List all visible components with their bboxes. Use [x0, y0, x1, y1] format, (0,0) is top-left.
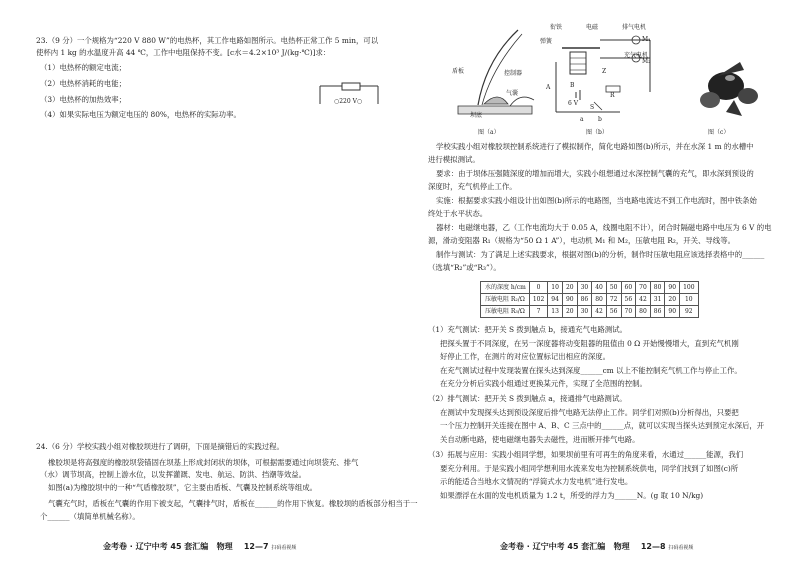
right-page — [400, 0, 800, 566]
table-cell: 30 — [577, 306, 592, 318]
table-row — [481, 306, 699, 318]
left-footer-page: 12—7 — [243, 542, 269, 551]
table-cell: 80 — [636, 306, 651, 318]
table-cell: 86 — [650, 306, 665, 318]
fig-b-label-b: B — [570, 82, 575, 89]
fig-b-label-armature: 衔铁 — [550, 24, 563, 31]
fig-b-label-inflate-motor: 充气电机 — [624, 52, 649, 59]
right-footer-subject: 物理 — [613, 542, 630, 551]
fig-b-label-exhaust-motor: 排气电机 — [622, 24, 647, 31]
table-cell: 90 — [665, 282, 680, 294]
left-footer — [103, 541, 296, 552]
q24-para-2: （水）调节坝高，控制上游水位，以发挥灌溉、发电、航运、防洪、挡潮等效益。 — [40, 470, 307, 479]
right-footer-brand: 金考卷 · 辽宁中考 45 套汇编 — [500, 542, 606, 551]
fig-a-label-airbag: 气囊 — [506, 90, 519, 97]
fig-b-label-m1: M₁ — [642, 36, 651, 43]
fig-b-label-m2: M₂ — [642, 58, 651, 65]
fig-b-caption: 图（b） — [586, 129, 608, 136]
q24-para-3: 如图(a)为橡胶坝中的一种“气盾橡胶坝”，它主要由盾板、气囊及控制系统等组成。 — [48, 483, 318, 492]
q23-item-1: （1）电热杯的额定电流； — [40, 63, 127, 72]
table-row — [481, 294, 699, 306]
table-cell: 100 — [680, 282, 698, 294]
fig-b-label-a: A — [546, 84, 551, 91]
table-cell: 0 — [529, 282, 547, 294]
table-cell: 水的深度 h/cm — [481, 282, 530, 294]
fig-b-label-s: S — [590, 104, 595, 111]
table-cell: 90 — [665, 306, 680, 318]
table-cell: 94 — [548, 294, 563, 306]
table-cell: 20 — [665, 294, 680, 306]
table-cell: 60 — [621, 282, 636, 294]
q24-para-1: 橡胶坝是将高强度的橡胶坝袋锚固在坝基上形成封闭状的坝体，可根据需要通过向坝袋充、排气 — [48, 458, 359, 467]
intro-line-6: 终处于水平状态。 — [428, 209, 488, 218]
table-cell: 10 — [680, 294, 698, 306]
right-footer-page: 12—8 — [640, 542, 666, 551]
table-cell: 90 — [562, 294, 577, 306]
fig-b-label-sa: a — [580, 116, 584, 123]
intro-line-3: 要求：由于坝体压强随深度的增加而增大，实践小组想通过水深控制气囊的充气，即水深到预设的 — [436, 169, 754, 178]
intro-line-10: （选填“R₂”或“R₃”）。 — [428, 263, 501, 272]
q23-item-2: （2）电热杯消耗的电能； — [40, 79, 127, 88]
q1-line-5: 在充分分析后实践小组通过更换某元件，实现了全范围的控制。 — [440, 379, 647, 388]
table-cell: 30 — [577, 282, 592, 294]
table-cell: 50 — [606, 282, 621, 294]
q23-line1: 23.（9 分）一个规格为“220 V 880 W”的电热杯，其工作电路如图所示。电热杯正常工作 5 min，可以 — [36, 36, 379, 45]
intro-line-2: 进行模拟测试。 — [428, 155, 480, 164]
fig-c-caption: 图（c） — [708, 129, 730, 136]
fig-a-label-plate: 盾板 — [452, 68, 465, 75]
table-cell: 压敏电阻 R₃/Ω — [481, 306, 530, 318]
left-footer-subject: 物理 — [216, 542, 233, 551]
q3-line-1: （3）拓展与应用：实践小组同学想，如果坝前里有可再生的角度来看，水通过______能源，我们 — [428, 450, 744, 459]
resistance-table — [480, 281, 699, 318]
q1-line-4: 在充气测试过程中发现装置在探头达到深度______cm 以上不能控制充气机工作与停止工作。 — [440, 366, 742, 375]
q23-line2: 使杯内 1 kg 的水温度升高 44 ℃，工作中电阻保持不变。[c水＝4.2×10³ J/(kg·℃)]求： — [36, 48, 331, 57]
q3-line-2: 要充分利用。于是实践小组同学想利用水流来发电为控制系统供电，同学们找到了如图(c)所 — [440, 464, 739, 473]
table-cell: 10 — [548, 282, 563, 294]
intro-line-5: 实施：根据要求实践小组设计出如图(b)所示的电路图，当电路电流达不到工作电流时，图中铁条始 — [436, 196, 757, 205]
q1-line-3: 好停止工作，在测片的对应位置标记出相应的深度。 — [440, 352, 610, 361]
table-cell: 7 — [529, 306, 547, 318]
q23-item-3: （3）电热杯的加热效率； — [40, 95, 127, 104]
table-row-header — [481, 282, 699, 294]
intro-line-1: 学校实践小组对橡胶坝控制系统进行了模拟制作，简化电路如图(b)所示，并在水深 1 m 的水槽中 — [436, 142, 754, 151]
fig-b-label-z: Z — [602, 68, 607, 75]
table-cell: 40 — [592, 282, 607, 294]
figure-b-circuit — [550, 32, 660, 122]
fig-a-label-base: 坝底 — [470, 112, 483, 119]
table-cell: 86 — [577, 294, 592, 306]
fig-b-label-sb: b — [598, 116, 602, 123]
q24-line1: 24.（6 分）学校实践小组对橡胶坝进行了调研，下面是摘错后的实践过程。 — [36, 442, 284, 451]
left-footer-brand: 金考卷 · 辽宁中考 45 套汇编 — [103, 542, 209, 551]
table-cell: 70 — [621, 306, 636, 318]
table-cell: 压敏电阻 R₂/Ω — [481, 294, 530, 306]
table-cell: 80 — [650, 282, 665, 294]
table-cell: 80 — [592, 294, 607, 306]
table-cell: 70 — [636, 282, 651, 294]
q2-line-3: 一个压力控制开关连接在图中 A、B、C 三点中的______点，就可以实现当探头达到预定水深后，开 — [440, 421, 765, 430]
table-cell: 56 — [606, 306, 621, 318]
table-cell: 56 — [621, 294, 636, 306]
intro-line-7: 器材：电磁继电器，乙（工作电流均大于 0.05 A，线圈电阻不计），闭合时隔磁电路中电压为 6 V 的电 — [436, 223, 772, 232]
q1-line-2: 把探头置于不同深度，在另一深度器将动变阻器的阻值由 0 Ω 开始慢慢增大，直到充气机刚 — [440, 339, 739, 348]
fig-a-label-controller: 控制器 — [504, 70, 523, 77]
table-cell: 13 — [548, 306, 563, 318]
table-cell: 20 — [562, 306, 577, 318]
q2-line-1: （2）排气测试：把开关 S 拨到触点 a，接通排气电路测试。 — [428, 394, 627, 403]
right-footer — [500, 541, 693, 552]
q24-para-4: 气囊充气时，盾板在气囊的作用下被支起，气囊排气时，盾板在______的作用下恢复。橡胶坝的盾板部分相当于一 — [48, 499, 418, 508]
intro-line-4: 深度时，充气机停止工作。 — [428, 182, 517, 191]
q24-para-5: 个______（填简单机械名称）。 — [40, 512, 140, 521]
fig-b-label-r: R — [610, 92, 615, 99]
q23-circuit-diagram — [316, 80, 382, 110]
q23-circuit-label: ○220 V○ — [334, 98, 363, 105]
figure-c-generator-photo — [690, 56, 770, 124]
fig-b-label-magnet: 电磁 — [586, 24, 599, 31]
table-cell: 20 — [562, 282, 577, 294]
q1-line-1: （1）充气测试：把开关 S 拨到触点 b，接通充气电路测试。 — [428, 325, 627, 334]
fig-a-caption: 图（a） — [478, 129, 500, 136]
intro-line-8: 源，滑动变阻器 R₁（规格为“50 Ω 1 A”），电动机 M₁ 和 M₂，压敏电阻 R₂，开关、导线等。 — [428, 236, 735, 245]
left-footer-tag: 扫码看视频 — [271, 545, 297, 551]
q3-line-4: 如果漂浮在水面的发电机质量为 1.2 t，所受的浮力为______N。(g 取 10 N/kg) — [440, 491, 704, 500]
q3-line-3: 示的能适合当地水文情况的“浮筒式水力发电机”进行发电。 — [440, 477, 633, 486]
table-cell: 102 — [529, 294, 547, 306]
table-cell: 92 — [680, 306, 698, 318]
table-cell: 42 — [636, 294, 651, 306]
right-footer-tag: 扫码看视频 — [668, 545, 694, 551]
fig-b-label-spring: 弹簧 — [540, 38, 553, 45]
q2-line-4: 关自动断电路，使电磁继电器失去磁性，进而断开排气电路。 — [440, 435, 640, 444]
table-cell: 72 — [606, 294, 621, 306]
q2-line-2: 在测试中发现探头达到预设深度后排气电路无法停止工作。同学们对照(b)分析得出，只要把 — [440, 408, 739, 417]
fig-b-label-6v: 6 V — [568, 100, 579, 107]
q23-item-4: （4）如果实际电压为额定电压的 80%，电热杯的实际功率。 — [40, 110, 241, 119]
intro-line-9: 制作与测试：为了满足上述实践要求，根据对图(b)的分析，制作时压敏电阻应该选择表格中的______ — [436, 250, 765, 259]
table-cell: 31 — [650, 294, 665, 306]
table-cell: 42 — [592, 306, 607, 318]
